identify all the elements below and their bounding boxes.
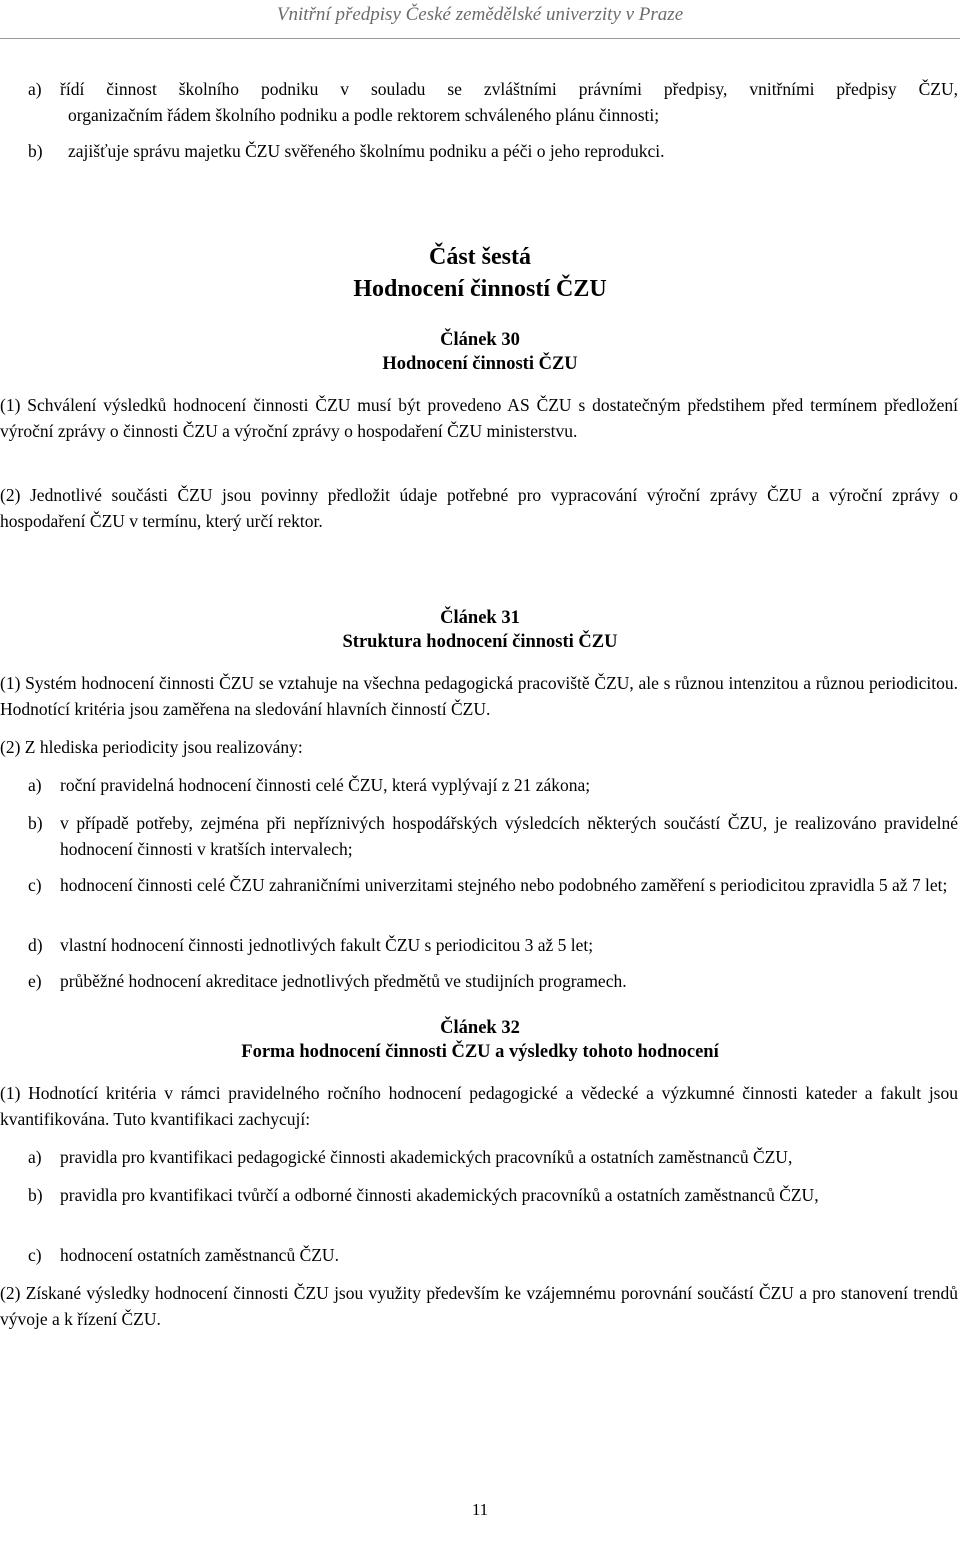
list-text: pravidla pro kvantifikaci pedagogické činnosti akademických pracovníků a ostatních zaměstnanců ČZU,: [60, 1147, 793, 1167]
header-divider: [0, 38, 960, 39]
list-text: vlastní hodnocení činnosti jednotlivých fakult ČZU s periodicitou 3 až 5 let;: [60, 935, 594, 955]
list-label: a): [28, 79, 42, 99]
list-text: pravidla pro kvantifikaci tvůrčí a odborné činnosti akademických pracovníků a ostatních zaměstnanců ČZU,: [60, 1185, 819, 1205]
list-label: b): [28, 813, 43, 833]
list-text-line: řídí činnost školního podniku v souladu se zvláštními právními předpisy, vnitřními předpisy ČZU,: [60, 79, 958, 99]
list-label: d): [28, 935, 43, 955]
page-number: 11: [471, 1500, 489, 1519]
list-label: e): [28, 971, 42, 991]
article-title: Forma hodnocení činnosti ČZU a výsledky tohoto hodnocení: [241, 1042, 719, 1062]
article-title: Struktura hodnocení činnosti ČZU: [342, 632, 618, 652]
paragraph: (2) Získané výsledky hodnocení činnosti ČZU jsou využity především ke vzájemnému porovnání součástí ČZU a pro stanovení trendů vývoje a k řízení ČZU.: [0, 1283, 958, 1329]
list-label: b): [28, 141, 43, 161]
list-text-line: zajišťuje správu majetku ČZU svěřeného školnímu podniku a péči o jeho reprodukci.: [68, 141, 665, 161]
paragraph: (1) Systém hodnocení činnosti ČZU se vztahuje na všechna pedagogická pracoviště ČZU, ale s různou intenzitou a různou periodicitou. Hodnotící kritéria jsou zaměřena na sledování hlavních činností ČZU.: [0, 673, 958, 719]
list-label: c): [28, 875, 42, 895]
article-number: Článek 32: [440, 1018, 520, 1038]
paragraph: (1) Schválení výsledků hodnocení činnosti ČZU musí být provedeno AS ČZU s dostatečným předstihem před termínem předložení výroční zprávy o činnosti ČZU a výroční zprávy o hospodaření ČZU ministerstvu.: [0, 395, 958, 441]
paragraph: (1) Hodnotící kritéria v rámci pravidelného ročního hodnocení pedagogické a vědecké a výzkumné činnosti kateder a fakult jsou kvantifikována. Tuto kvantifikaci zachycují:: [0, 1083, 958, 1129]
list-text: hodnocení ostatních zaměstnanců ČZU.: [60, 1245, 339, 1265]
paragraph: (2) Jednotlivé součásti ČZU jsou povinny předložit údaje potřebné pro vypracování výroční zprávy ČZU a výroční zprávy o hospodaření ČZU v termínu, který určí rektor.: [0, 485, 958, 531]
list-text: průběžné hodnocení akreditace jednotlivých předmětů ve studijních programech.: [60, 971, 627, 991]
part-title: Část šestá: [429, 244, 531, 270]
list-label: c): [28, 1245, 42, 1265]
list-label: b): [28, 1185, 43, 1205]
list-text: v případě potřeby, zejména při nepříznivých hospodářských výsledcích některých součástí ČZU, je realizováno pravidelné hodnocení činnosti v kratších intervalech;: [60, 813, 958, 859]
paragraph: (2) Z hlediska periodicity jsou realizovány:: [0, 737, 303, 757]
page-header: Vnitřní předpisy České zemědělské univerzity v Praze: [276, 4, 684, 25]
list-label: a): [28, 1147, 42, 1167]
list-text: hodnocení činnosti celé ČZU zahraničními univerzitami stejného nebo podobného zaměření s periodicitou zpravidla 5 až 7 let;: [60, 875, 948, 895]
list-text-line: organizačním řádem školního podniku a podle rektorem schváleného plánu činnosti;: [68, 105, 660, 125]
list-text: roční pravidelná hodnocení činnosti celé ČZU, která vyplývají z 21 zákona;: [60, 775, 591, 795]
list-label: a): [28, 775, 42, 795]
part-subtitle: Hodnocení činností ČZU: [353, 276, 607, 302]
article-title: Hodnocení činnosti ČZU: [382, 354, 578, 374]
article-number: Článek 31: [440, 608, 520, 628]
article-number: Článek 30: [440, 330, 520, 350]
